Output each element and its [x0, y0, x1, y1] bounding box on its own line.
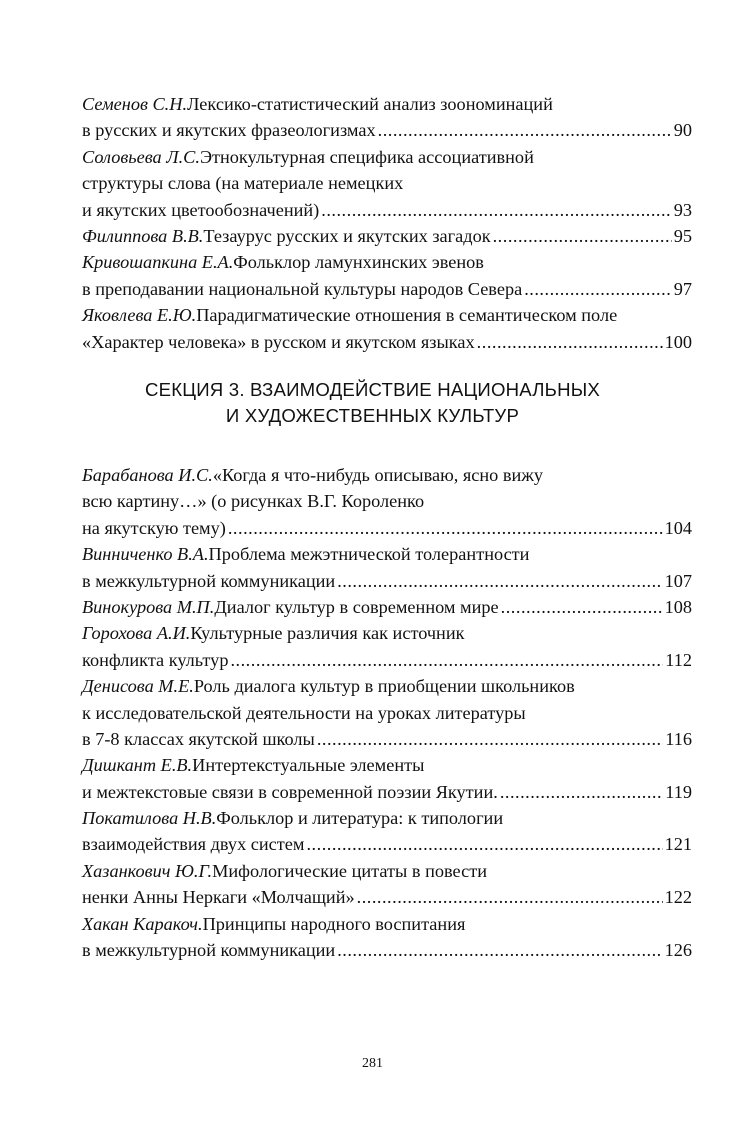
page-number: 281	[362, 1056, 383, 1071]
toc-entry	[82, 673, 692, 752]
dot-leader	[228, 515, 663, 541]
toc-entry-title: Культурные различия как источник	[190, 623, 465, 644]
toc-entry-author: Семенов С.Н.	[82, 94, 188, 114]
toc-entry-last-line	[82, 884, 692, 910]
toc-entry-author: Винокурова М.П.	[82, 596, 215, 617]
toc-entry-title-end: в преподавании национальной культуры народов Севера	[82, 278, 523, 299]
toc-entry-page: 104	[664, 517, 692, 538]
toc-entry	[82, 594, 692, 620]
toc-entry-first-line	[82, 91, 692, 117]
toc-entry-last-line	[82, 568, 692, 594]
dot-leader	[306, 831, 662, 857]
toc-entry-author: Хакан Каракоч.	[82, 913, 203, 934]
toc-entry-page: 107	[664, 570, 692, 591]
toc-entry-last-line	[82, 937, 692, 963]
toc-entry-title: Тезаурус русских и якутских загадок	[203, 225, 491, 246]
toc-entry-title: Мифологические цитаты в повести	[212, 860, 487, 881]
toc-entry-title-end: «Характер человека» в русском и якутском языках	[82, 331, 475, 352]
toc-entry-continuation	[82, 488, 692, 514]
toc-entry	[82, 144, 692, 223]
toc-entry-title-continued: структуры слова (на материале немецких	[82, 173, 404, 194]
toc-entry-author: Яковлева Е.Ю.	[82, 305, 197, 326]
dot-leader	[493, 223, 672, 249]
toc-entry-first-line	[82, 673, 692, 699]
toc-entry-page: 122	[664, 887, 692, 908]
toc-entry-author: Дишкант Е.В.	[82, 755, 193, 776]
toc-entry-title-end: в межкультурной коммуникации	[82, 570, 336, 591]
toc-entry-first-line	[82, 594, 692, 620]
toc-entry	[82, 858, 692, 911]
toc-entry-first-line	[82, 223, 692, 249]
toc-entry-last-line	[82, 276, 692, 302]
toc-entry-first-line	[82, 805, 692, 831]
toc-entry-page: 112	[665, 649, 692, 670]
toc-entry-page: 93	[673, 199, 692, 220]
toc-entry-last-line	[82, 779, 692, 805]
toc-entry-author: Покатилова Н.В.	[82, 808, 217, 829]
toc-entry-title-continued: всю картину…» (о рисунках В.Г. Короленко	[82, 491, 425, 512]
table-of-contents-part-2	[82, 462, 692, 963]
table-of-contents-part-1	[82, 91, 692, 355]
toc-entry-title-end: и якутских цветообозначений)	[82, 199, 320, 220]
dot-leader	[357, 884, 663, 910]
toc-entry-title-end: в 7-8 классах якутской школы	[82, 728, 315, 749]
toc-entry-title: Проблема межэтнической толерантности	[208, 544, 530, 565]
toc-entry-first-line	[82, 858, 692, 884]
toc-entry	[82, 91, 692, 144]
dot-leader	[337, 937, 662, 963]
toc-entry-title: Фольклор ламунхинских эвенов	[233, 252, 484, 273]
toc-entry-title: «Когда я что-нибудь описываю, ясно вижу	[212, 465, 544, 485]
toc-entry	[82, 302, 692, 355]
toc-entry-author: Денисова М.Е.	[82, 676, 194, 697]
toc-entry-title-end: и межтекстовые связи в современной поэзии Якутии.	[82, 781, 498, 802]
toc-entry-author: Соловьева Л.С.	[82, 146, 200, 167]
dot-leader	[337, 568, 662, 594]
dot-leader	[378, 117, 672, 143]
dot-leader	[477, 329, 663, 355]
toc-entry-first-line	[82, 462, 692, 488]
toc-entry-page: 90	[673, 120, 692, 141]
dot-leader	[321, 197, 671, 223]
toc-entry-title-end: в межкультурной коммуникации	[82, 940, 336, 961]
toc-entry-page: 97	[673, 278, 692, 299]
dot-leader	[500, 779, 663, 805]
toc-entry-last-line	[82, 831, 692, 857]
toc-entry-title: Этнокультурная специфика ассоциативной	[199, 146, 534, 167]
toc-entry-title-continued: к исследовательской деятельности на уроках литературы	[82, 702, 526, 723]
toc-entry-author: Хазанкович Ю.Г.	[82, 860, 213, 881]
toc-entry-first-line	[82, 620, 692, 646]
section-heading-line-2: И ХУДОЖЕСТВЕННЫХ КУЛЬТУР	[225, 405, 520, 426]
toc-entry-title-end: на якутскую тему)	[82, 517, 226, 538]
toc-entry-last-line	[82, 329, 692, 355]
toc-entry-last-line	[82, 197, 692, 223]
toc-entry-author: Филиппова В.В.	[82, 225, 204, 246]
toc-entry-author: Кривошапкина Е.А.	[82, 252, 234, 273]
toc-entry-title-end: в русских и якутских фразеологизмах	[82, 120, 376, 141]
toc-entry-title: Фольклор и литература: к типологии	[216, 808, 504, 829]
toc-entry-title-end: взаимодействия двух систем	[82, 834, 305, 855]
toc-entry-author: Горохова А.И.	[82, 623, 191, 644]
toc-entry-last-line	[82, 117, 692, 143]
toc-entry-title: Интертекстуальные элементы	[192, 755, 425, 776]
toc-entry-page: 116	[665, 728, 692, 749]
dot-leader	[501, 594, 663, 620]
toc-entry-last-line	[82, 515, 692, 541]
toc-entry-title: Парадигматические отношения в семантическом поле	[196, 305, 618, 326]
toc-entry	[82, 462, 692, 541]
toc-entry-page: 126	[664, 940, 692, 961]
toc-entry-first-line	[82, 144, 692, 170]
section-heading	[0, 377, 745, 429]
toc-entry-first-line	[82, 752, 692, 778]
toc-entry-title: Диалог культур в современном мире	[214, 596, 499, 617]
toc-entry-page: 121	[664, 834, 692, 855]
toc-entry-page: 100	[664, 331, 692, 352]
toc-entry-title: Принципы народного воспитания	[202, 913, 466, 934]
toc-entry	[82, 805, 692, 858]
toc-entry-page: 95	[673, 225, 692, 246]
toc-entry-author: Винниченко В.А.	[82, 544, 209, 565]
toc-entry-title-end: ненки Анны Неркаги «Молчащий»	[82, 887, 355, 908]
dot-leader	[230, 647, 663, 673]
toc-entry-last-line	[82, 726, 692, 752]
section-heading-line-1: СЕКЦИЯ 3. ВЗАИМОДЕЙСТВИЕ НАЦИОНАЛЬНЫХ	[145, 379, 600, 400]
toc-entry-title: Роль диалога культур в приобщении школьников	[193, 676, 575, 697]
toc-entry	[82, 620, 692, 673]
toc-entry-page: 108	[664, 596, 692, 617]
toc-entry-first-line	[82, 249, 692, 275]
toc-entry-last-line	[82, 647, 692, 673]
dot-leader	[317, 726, 663, 752]
toc-entry-author: Барабанова И.С.	[82, 465, 213, 485]
toc-entry	[82, 541, 692, 594]
dot-leader	[524, 276, 672, 302]
toc-entry	[82, 752, 692, 805]
toc-entry-continuation	[82, 700, 692, 726]
toc-entry-first-line	[82, 541, 692, 567]
toc-entry-first-line	[82, 911, 692, 937]
toc-entry-continuation	[82, 170, 692, 196]
toc-entry	[82, 911, 692, 964]
toc-entry	[82, 223, 692, 249]
toc-entry-title-end: конфликта культур	[82, 649, 229, 670]
toc-entry-title: Лексико-статистический анализ зоономинаций	[187, 94, 553, 114]
toc-entry-page: 119	[665, 781, 692, 802]
toc-entry-first-line	[82, 302, 692, 328]
toc-entry	[82, 249, 692, 302]
